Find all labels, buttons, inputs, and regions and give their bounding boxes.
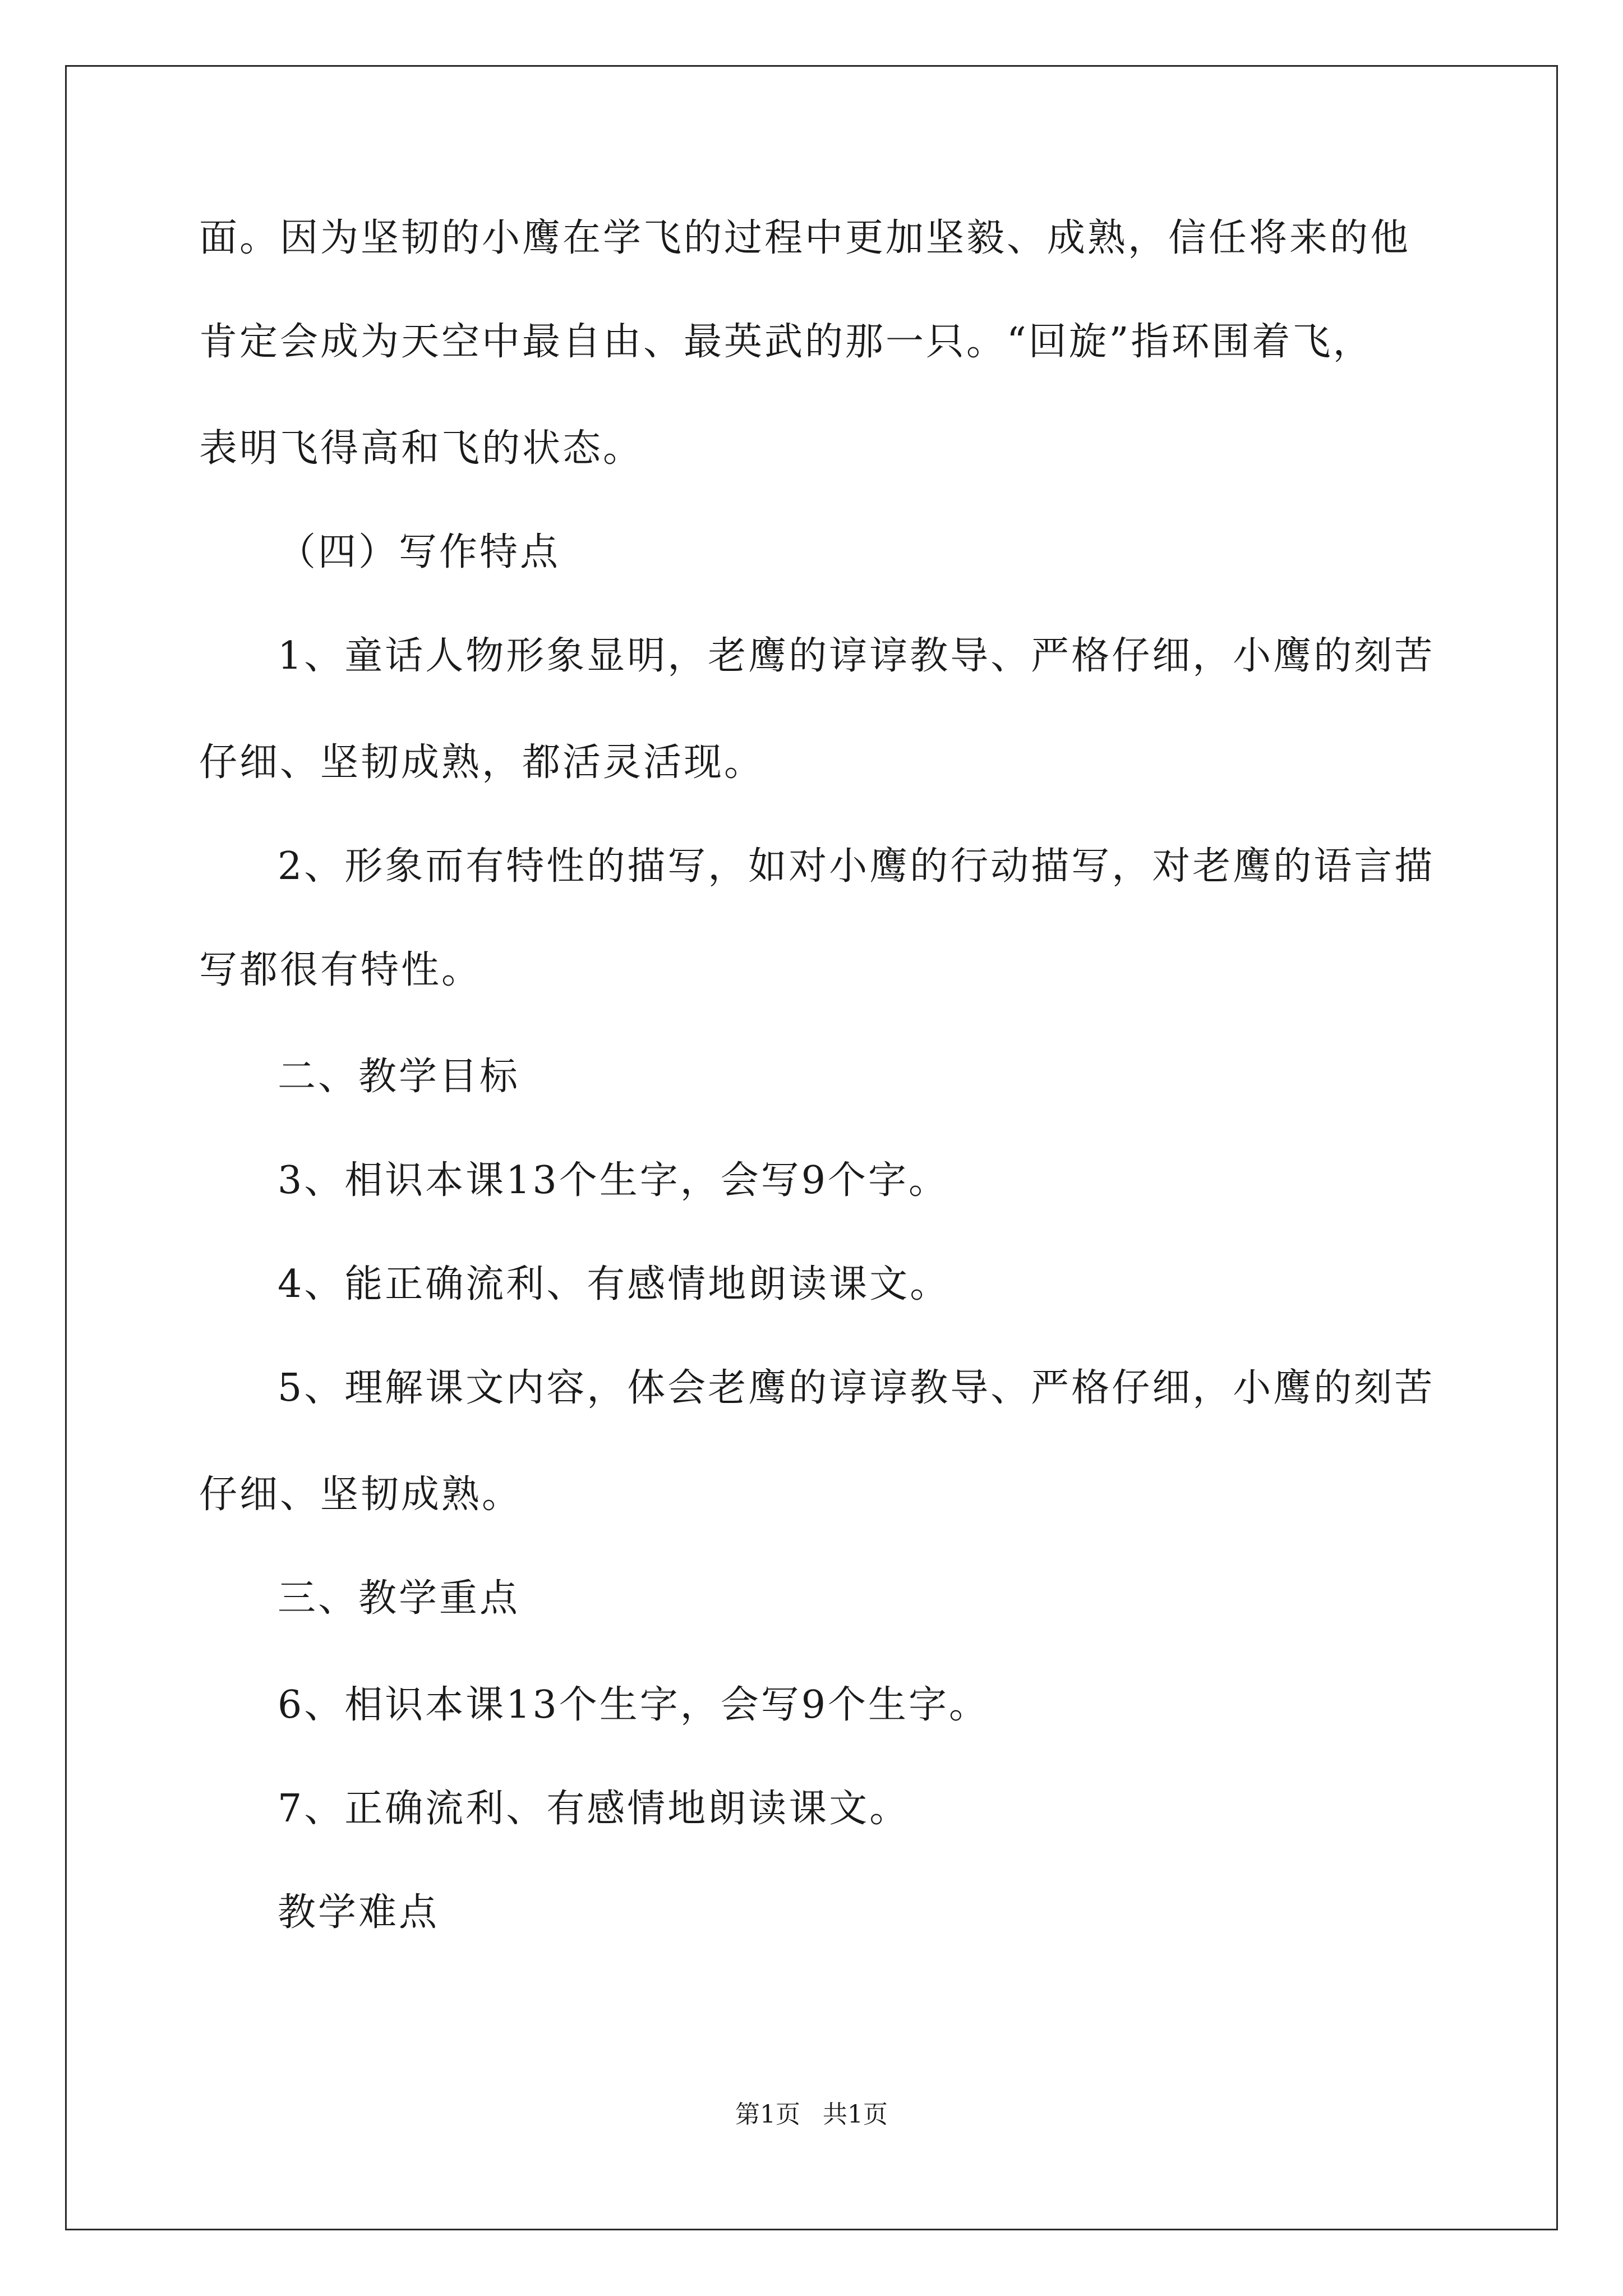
paragraph-line: 5、理解课文内容，体会老鹰的谆谆教导、严格仔细，小鹰的刻苦 <box>278 1366 1435 1410</box>
paragraph-line: 面。因为坚韧的小鹰在学飞的过程中更加坚毅、成熟，信任将来的他 <box>199 216 1411 260</box>
paragraph-line: 7、正确流利、有感情地朗读课文。 <box>278 1787 910 1831</box>
paragraph-line: 4、能正确流利、有感情地朗读课文。 <box>278 1262 951 1306</box>
paragraph-line: 表明飞得高和飞的状态。 <box>199 426 644 471</box>
paragraph-line: 3、相识本课13个生字，会写9个字。 <box>278 1158 949 1203</box>
paragraph-line: 写都很有特性。 <box>199 948 482 992</box>
paragraph-line: 仔细、坚韧成熟，都活灵活现。 <box>199 740 765 785</box>
paragraph-line: 2、形象而有特性的描写，如对小鹰的行动描写，对老鹰的语言描 <box>278 844 1435 889</box>
section-heading: 教学难点 <box>278 1890 440 1935</box>
paragraph-line: 仔细、坚韧成熟。 <box>199 1473 523 1517</box>
page-footer <box>0 2098 1623 2132</box>
paragraph-line: 肯定会成为天空中最自由、最英武的那一只。“回旋”指环围着飞， <box>199 320 1373 364</box>
page-number: 第1页 <box>735 2100 800 2129</box>
section-heading: （四）写作特点 <box>278 530 561 574</box>
section-heading: 二、教学目标 <box>278 1055 520 1099</box>
section-heading: 三、教学重点 <box>278 1576 520 1621</box>
paragraph-line: 1、童话人物形象显明，老鹰的谆谆教导、严格仔细，小鹰的刻苦 <box>278 634 1435 678</box>
page-total: 共1页 <box>823 2100 888 2129</box>
paragraph-line: 6、相识本课13个生字，会写9个生字。 <box>278 1683 990 1727</box>
